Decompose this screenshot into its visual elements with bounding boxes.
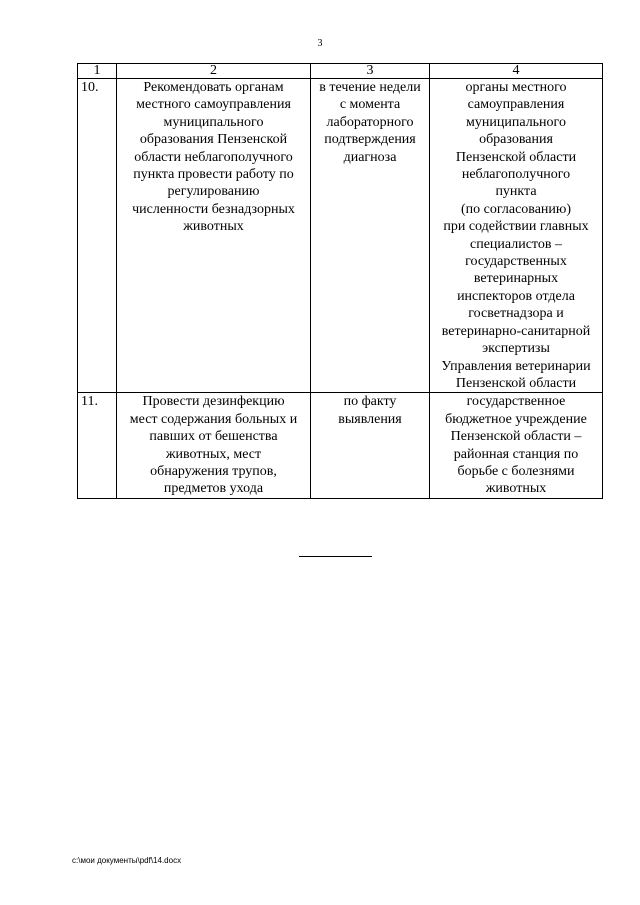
cell-text-line: подтверждения: [324, 132, 416, 148]
cell-text-line: образования Пензенской: [139, 132, 288, 148]
header-cell: 2: [117, 64, 311, 79]
cell-text-line: муниципального: [163, 114, 264, 130]
cell-text-line: в течение недели: [319, 80, 421, 95]
row-number: 10.: [78, 79, 117, 393]
row-number: 11.: [78, 393, 117, 498]
cell-text-line: местного самоуправления: [136, 97, 291, 113]
cell-text-line: Пензенской области: [455, 149, 577, 165]
cell-text-line: Рекомендовать органам: [143, 80, 284, 95]
cell-text-line: животных, мест: [165, 446, 262, 462]
cell-text-line: регулированию: [167, 184, 260, 200]
measures-table: [77, 63, 603, 499]
cell-text-line: при содействии главных: [443, 219, 589, 235]
header-cell: 3: [311, 64, 430, 79]
action-cell: [117, 79, 311, 393]
cell-text-line: животных: [485, 481, 547, 497]
cell-text-line: лабораторного: [326, 114, 414, 130]
header-cell: 4: [430, 64, 603, 79]
cell-text-line: выявления: [338, 411, 402, 427]
cell-text-line: животных: [183, 219, 244, 235]
cell-text-line: государственных: [465, 254, 567, 270]
cell-text-line: специалистов –: [470, 236, 562, 252]
cell-text-line: пункта: [495, 184, 537, 200]
cell-text-line: по факту: [343, 394, 397, 410]
file-path-footer: c:\мои документы\pdf\14.docx: [72, 856, 182, 865]
cell-text-line: неблагополучного: [461, 167, 571, 183]
cell-text-line: предметов ухода: [163, 481, 264, 497]
cell-text-line: мест содержания больных и: [129, 411, 298, 427]
cell-text-line: Пензенской области –: [450, 429, 582, 445]
cell-text-line: Управления ветеринарии: [441, 358, 591, 374]
cell-text-line: инспекторов отдела: [457, 288, 575, 304]
cell-text-line: Пензенской области: [455, 375, 577, 391]
header-cell: 1: [78, 64, 117, 79]
cell-text-line: Провести дезинфекцию: [142, 394, 285, 410]
cell-text-line: самоуправления: [467, 97, 565, 113]
responsible-cell: [430, 79, 603, 393]
cell-text-line: ветеринарных: [473, 271, 559, 287]
table-header-row: [78, 64, 603, 79]
cell-text-line: павших от бешенства: [149, 429, 278, 445]
cell-text-line: экспертизы: [482, 341, 550, 357]
cell-text-line: бюджетное учреждение: [445, 411, 587, 427]
action-cell: [117, 393, 311, 498]
cell-text-line: обнаружения трупов,: [150, 463, 277, 479]
cell-text-line: численности безнадзорных: [132, 201, 295, 217]
cell-text-line: районная станция по: [453, 446, 579, 462]
term-cell: [311, 79, 430, 393]
cell-text-line: госветнадзора и: [468, 306, 564, 322]
term-cell: [311, 393, 430, 498]
table-row: [78, 79, 603, 393]
cell-text-line: диагноза: [343, 149, 397, 165]
cell-text-line: государственное: [466, 394, 566, 410]
table-row: [78, 393, 603, 498]
cell-text-line: органы местного: [465, 80, 567, 95]
cell-text-line: ветеринарно-санитарной: [441, 323, 591, 339]
page-number: 3: [317, 38, 323, 49]
cell-text-line: муниципального: [466, 114, 566, 130]
cell-text-line: области неблагополучного: [134, 149, 293, 165]
cell-text-line: борьбе с болезнями: [457, 463, 575, 479]
cell-text-line: образования: [479, 132, 553, 148]
cell-text-line: (по согласованию): [460, 201, 572, 217]
cell-text-line: пункта провести работу по: [133, 167, 294, 183]
responsible-cell: [430, 393, 603, 498]
end-separator-line: [299, 556, 372, 557]
cell-text-line: с момента: [339, 97, 401, 113]
